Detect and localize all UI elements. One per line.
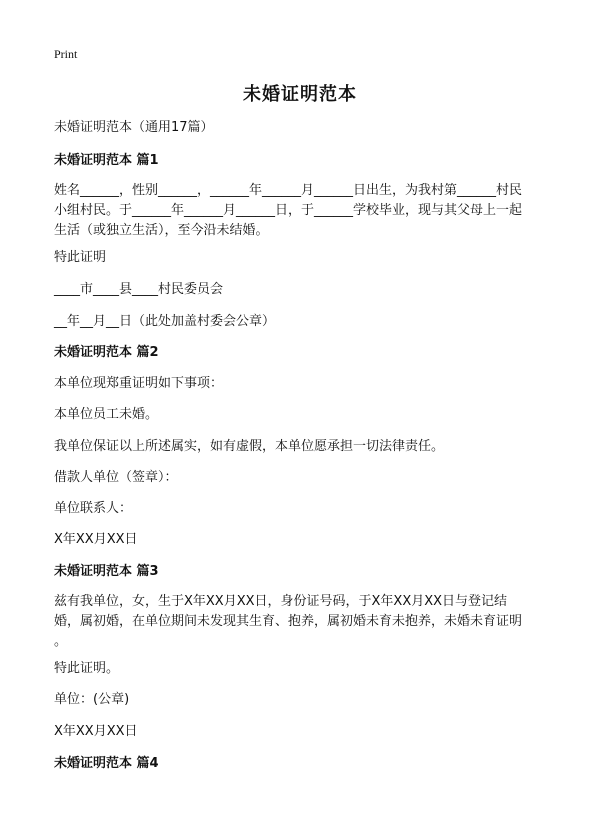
section-1-body: 姓名______，性别______，______年______月______日出生，为我村第______村民 小组村民。于______年______月______日，于______学校毕业，现与其父母上一起 生活（或独立生活），至今沿未结婚。 <box>54 183 523 238</box>
section-3-date: X年XX月XX日 <box>54 724 138 739</box>
section-3-note: 特此证明。 <box>54 661 120 676</box>
section-2-p3: 我单位保证以上所述属实，如有虚假，本单位愿承担一切法律责任。 <box>54 439 445 454</box>
section-1-org: ____市____县____村民委员会 <box>54 282 224 297</box>
section-heading-1: 未婚证明范本 篇1 <box>54 153 159 168</box>
section-2-date: X年XX月XX日 <box>54 532 138 547</box>
section-2-p4: 借款人单位（签章）： <box>54 470 178 485</box>
section-1-date: __年__月__日（此处加盖村委会公章） <box>54 314 276 329</box>
section-3-unit: 单位：(公章) <box>54 692 130 707</box>
document-subtitle: 未婚证明范本（通用17篇） <box>54 120 214 135</box>
section-1-note: 特此证明 <box>54 250 107 265</box>
section-2-p2: 本单位员工未婚。 <box>54 407 159 422</box>
section-heading-4: 未婚证明范本 篇4 <box>54 756 159 771</box>
section-heading-3: 未婚证明范本 篇3 <box>54 564 159 579</box>
section-heading-2: 未婚证明范本 篇2 <box>54 345 159 360</box>
section-2-p5: 单位联系人： <box>54 501 133 516</box>
print-link[interactable]: Print <box>54 47 78 61</box>
section-3-body: 兹有我单位，女，生于X年XX月XX日，身份证号码，于X年XX月XX日与登记结 婚，属初婚，在单位期间未发现其生育、抱养，属初婚未育未抱养，未婚未育证明 。 <box>54 594 523 649</box>
page-title: 未婚证明范本 <box>243 84 357 105</box>
section-2-p1: 本单位现郑重证明如下事项： <box>54 376 224 391</box>
